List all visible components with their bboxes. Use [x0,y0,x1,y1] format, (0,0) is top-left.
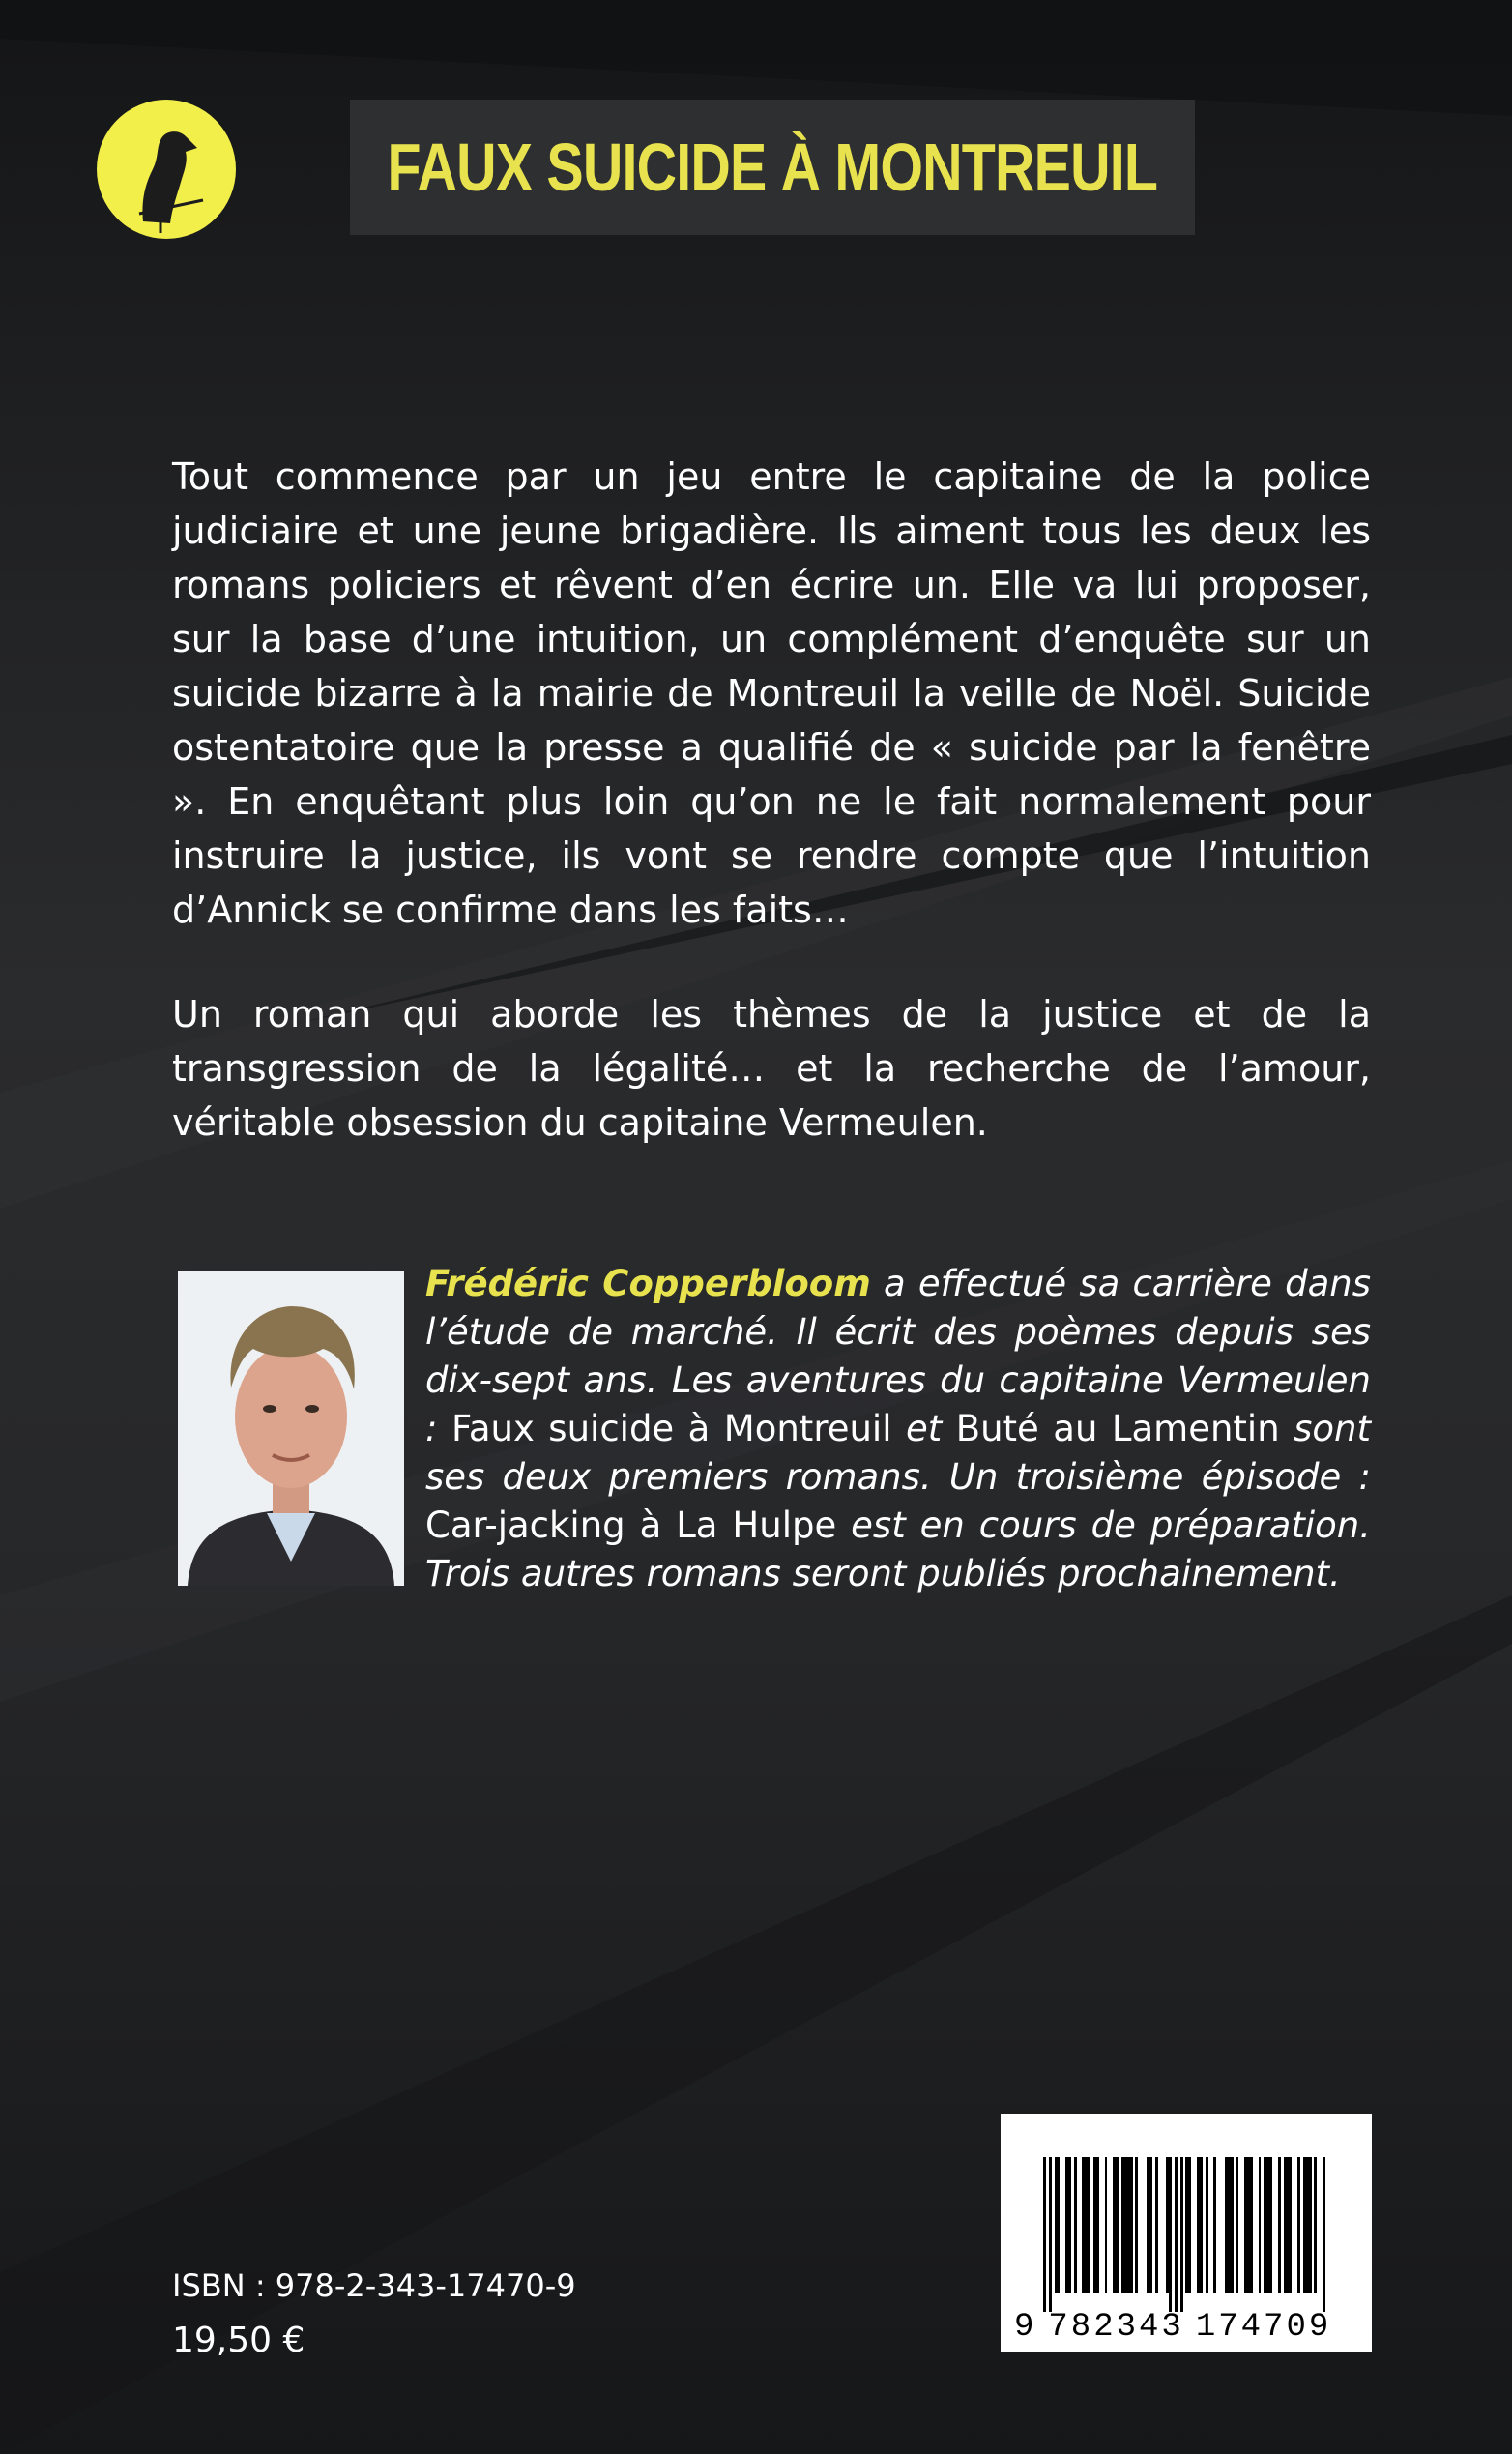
isbn: ISBN : 978-2-343-17470-9 [172,2267,576,2304]
barcode-digits-left: 782343 [1048,2309,1184,2346]
publisher-logo [97,100,236,239]
bio-text: a effectué sa carrière dans l’étude de marché. Il écrit des poèmes depuis ses dix-sept ans. Les aventures du capitaine Vermeulen : [425,1263,1371,1449]
book-reference: Faux suicide à Montreuil [451,1408,892,1449]
book-reference: Car-jacking à La Hulpe [425,1505,837,1546]
blurb [172,450,1371,1150]
book-title: FAUX SUICIDE À MONTREUIL [387,130,1158,205]
price: 19,50 € [172,2321,305,2360]
author-bio [425,1260,1371,1598]
crow-icon [97,100,236,239]
barcode-digits [1014,2309,1362,2346]
barcode-digit-first: 9 [1014,2309,1037,2346]
blurb-paragraph: Un roman qui aborde les thèmes de la justice et de la transgression de la légalité… et la recherche de l’amour, véritable obsession du capitaine Vermeulen. [172,993,1371,1144]
barcode [1001,2114,1372,2352]
barcode-bars [1043,2157,1329,2304]
bio-text: et [891,1408,956,1449]
barcode-digits-right: 174709 [1195,2309,1332,2346]
blurb-paragraph: Tout commence par un jeu entre le capitaine de la police judiciaire et une jeune brigadière. Ils aiment tous les deux les romans policiers et rêvent d’en écrire un. Elle va lui proposer, sur la base d’une intuition, un complément d’enquête sur un suicide bizarre à la mairie de Montreuil la veille de Noël. Suicide ostentatoire que la presse a qualifié de « suicide par la fenêtre ». En enquêtant plus loin qu’on ne le fait normalement pour instruire la justice, ils vont se rendre compte que l’intuition d’Annick se confirme dans les faits… [172,455,1371,931]
title-banner [350,100,1195,235]
barcode-bar [1325,2157,1328,2312]
bio-text: sont ses deux premiers romans. Un troisième épisode : [425,1408,1372,1498]
bio-text: est en cours de préparation. Trois autres romans seront publiés prochainement. [425,1505,1371,1594]
author-photo [178,1271,404,1586]
author-name: Frédéric Copperbloom [425,1263,871,1304]
book-reference: Buté au Lamentin [955,1408,1280,1449]
